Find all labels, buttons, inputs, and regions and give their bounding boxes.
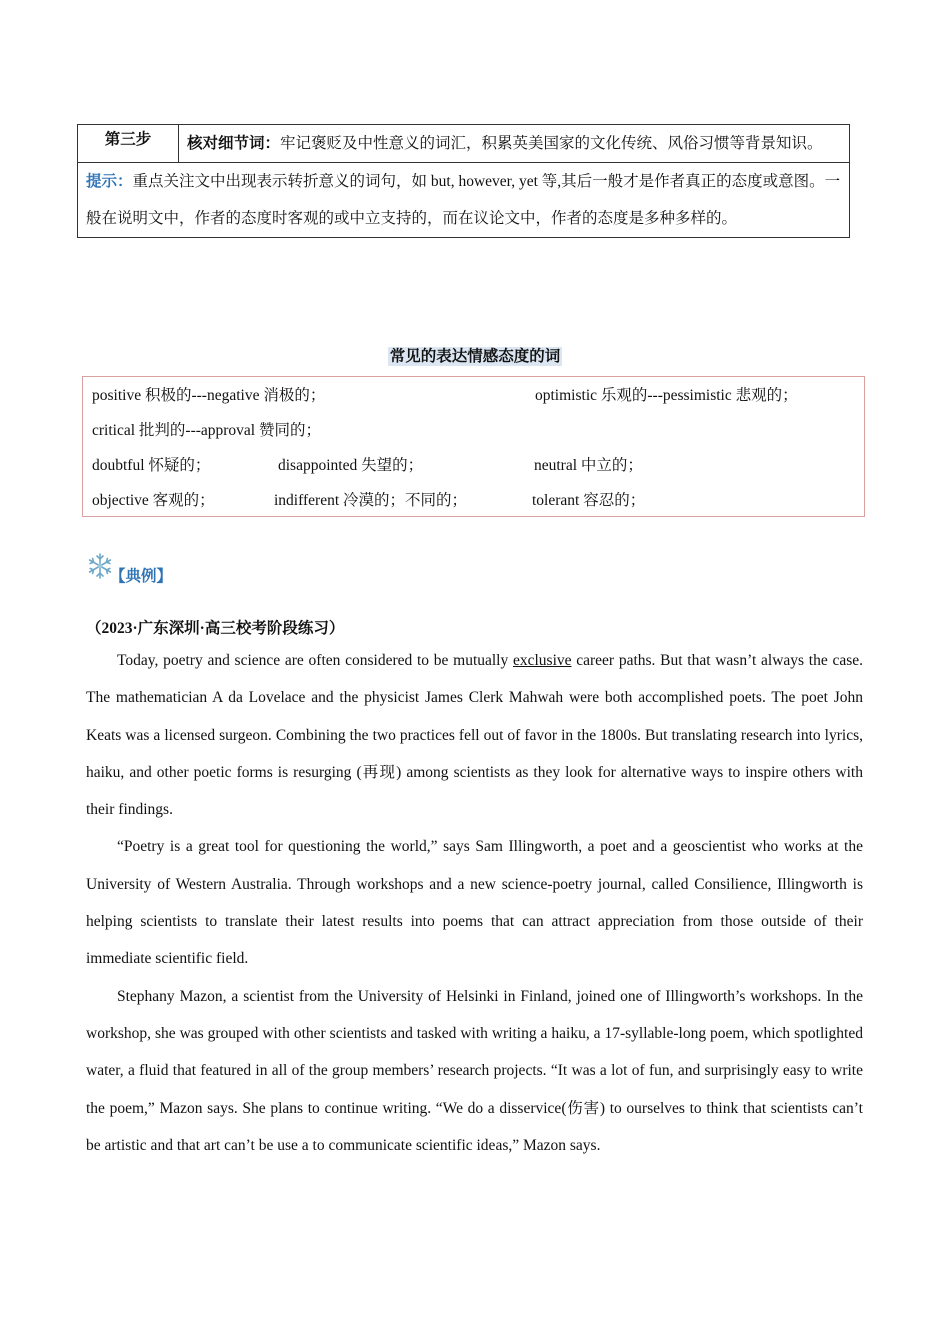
word-item: neutral 中立的； <box>534 457 643 474</box>
tip-cell <box>78 163 850 238</box>
paragraph-1-text: Today, poetry and science are often considered to be mutually <box>117 652 513 669</box>
paragraph-1 <box>86 642 863 828</box>
word-item: positive 积极的---negative 消极的； <box>92 387 326 404</box>
word-item: doubtful 怀疑的； <box>92 457 211 474</box>
section-title <box>0 344 950 366</box>
word-item: tolerant 容忍的； <box>532 492 646 509</box>
word-item: critical 批判的---approval 赞同的； <box>92 422 321 439</box>
paragraph-3: Stephany Mazon, a scientist from the University of Helsinki in Finland, joined one of Illingworth’s workshops. In the workshop, she was grouped with other scientists and tasked with writing a haiku, a 17-syllable-long poem, which spotlighted water, a fluid that featured in all of the group members’ research projects. “It was a lot of fun, and surprisingly easy to write the poem,” Mazon says. She plans to continue writing. “We do a disservice(伤害) to ourselves to think that scientists can’t be artistic and that art can’t be use a to communicate scientific ideas,” Mazon says. <box>86 987 863 1154</box>
word-item: objective 客观的； <box>92 492 215 509</box>
word-box <box>82 376 865 517</box>
example-label: 【典例】 <box>110 568 173 585</box>
paragraph-1-text-end: career paths. But that wasn’t always the case. The mathematician A da Lovelace and the physicist James Clerk Mahwah were both accomplished poets. The poet John Keats was a licensed surgeon. Combining the two practices fell out of favor in the 1800s. But translating research into lyrics, haiku, and other poetic forms is resurging (再现) among scientists as they look for alternative ways to inspire others with their findings. <box>86 652 863 819</box>
passage <box>86 642 863 1164</box>
underlined-word: exclusive <box>512 652 572 669</box>
word-item: indifferent 冷漠的；不同的； <box>274 492 468 509</box>
step-text: 牢记褒贬及中性意义的词汇，积累英美国家的文化传统、风俗习惯等背景知识。 <box>280 135 823 152</box>
source-line: （2023·广东深圳·高三校考阶段练习） <box>86 620 345 637</box>
step-label: 第三步 <box>78 125 179 163</box>
tip-text: 重点关注文中出现表示转折意义的词句，如 but, however, yet 等,其后一般才是作者真正的态度或意图。一般在说明文中，作者的态度时客观的或中立支持的，而在议论文中，作者的态度是多种多样的。 <box>86 173 841 227</box>
word-item: optimistic 乐观的---pessimistic 悲观的； <box>535 387 798 404</box>
step-content <box>179 125 850 163</box>
paragraph-2: “Poetry is a great tool for questioning the world,” says Sam Illingworth, a poet and a geoscientist who works at the University of Western Australia. Through workshops and a new science-poetry journal, called Consilience, Illingworth is helping scientists to translate their latest results into poems that can attract appreciation from those outside of their immediate scientific field. <box>86 838 863 968</box>
step-table <box>77 124 850 238</box>
word-item: disappointed 失望的； <box>278 457 424 474</box>
step-title: 核对细节词： <box>187 135 281 152</box>
section-title-text: 常见的表达情感态度的词 <box>389 348 561 365</box>
tip-label: 提示： <box>86 173 133 190</box>
